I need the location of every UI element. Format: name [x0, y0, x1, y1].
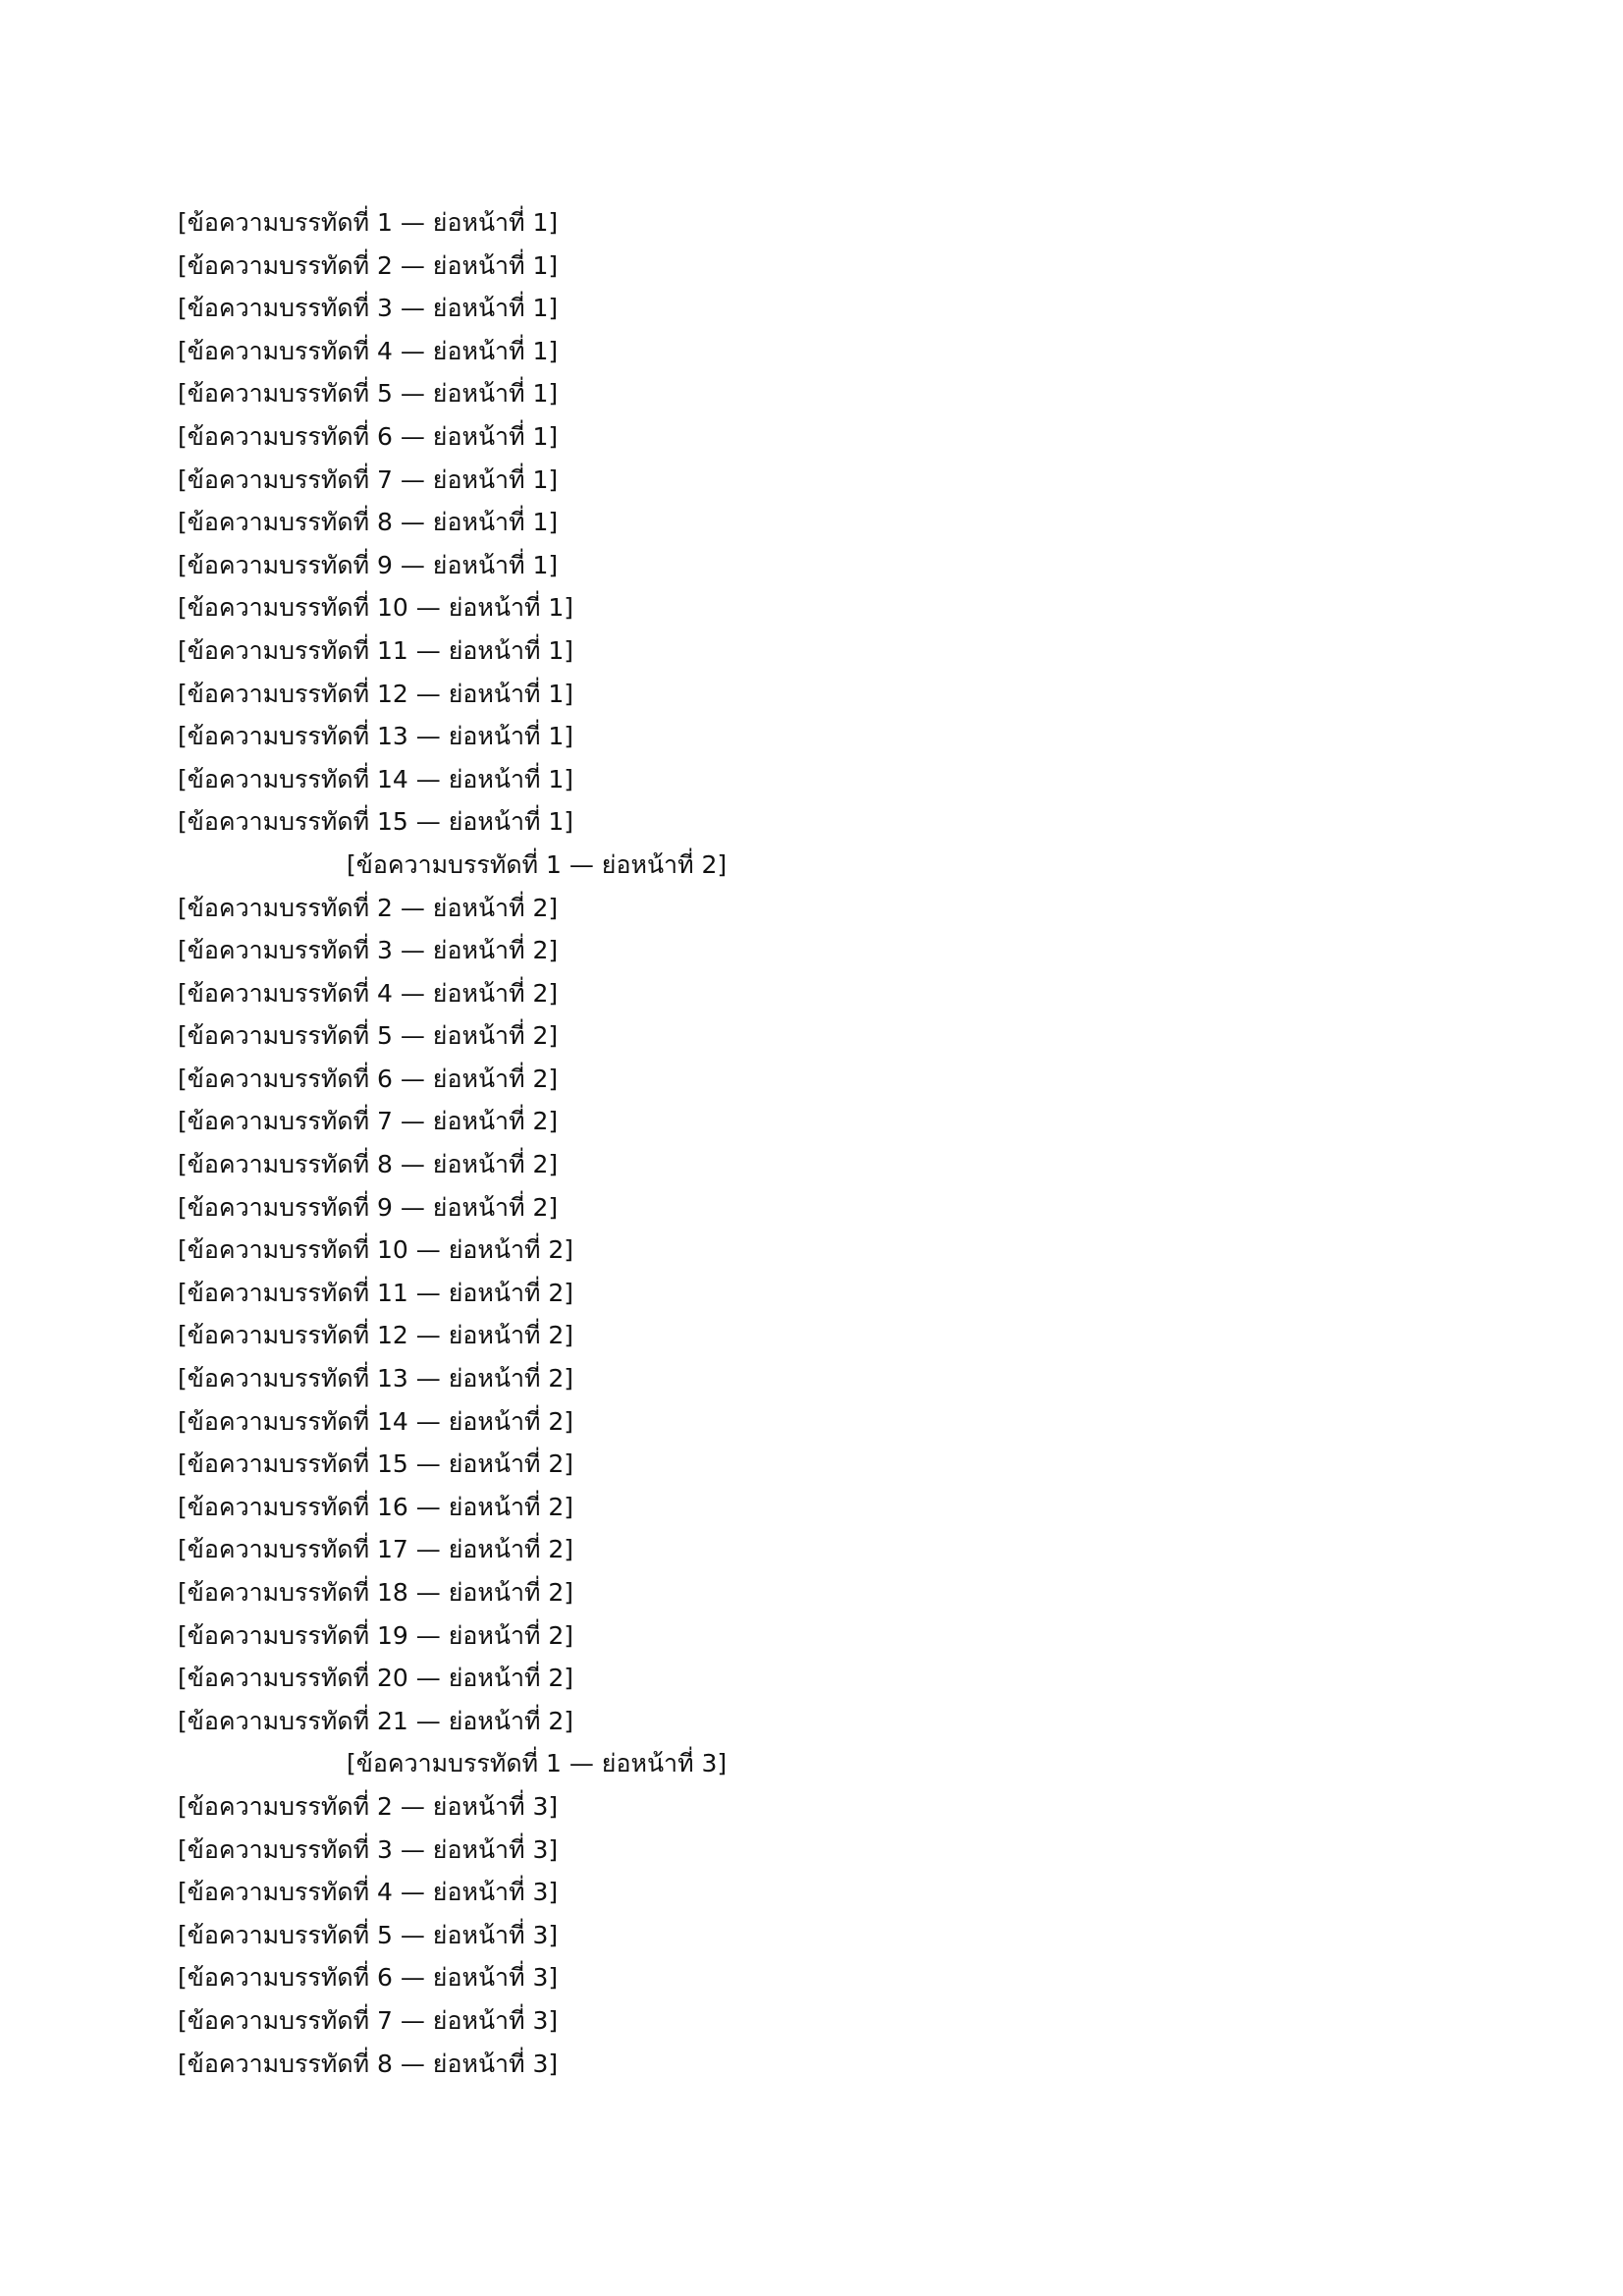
text-line: [ข้อความบรรทัดที่ 12 — ย่อหน้าที่ 1]	[178, 679, 574, 708]
paragraph-1	[178, 201, 1444, 844]
text-line: [ข้อความบรรทัดที่ 11 — ย่อหน้าที่ 1]	[178, 635, 574, 665]
text-line: [ข้อความบรรทัดที่ 7 — ย่อหน้าที่ 3]	[178, 2005, 559, 2035]
text-line: [ข้อความบรรทัดที่ 12 — ย่อหน้าที่ 2]	[178, 1321, 574, 1350]
text-line: [ข้อความบรรทัดที่ 7 — ย่อหน้าที่ 1]	[178, 465, 559, 494]
text-line: [ข้อความบรรทัดที่ 17 — ย่อหน้าที่ 2]	[178, 1535, 574, 1564]
text-line: [ข้อความบรรทัดที่ 4 — ย่อหน้าที่ 2]	[178, 978, 559, 1008]
text-line: [ข้อความบรรทัดที่ 4 — ย่อหน้าที่ 1]	[178, 336, 559, 365]
text-line: [ข้อความบรรทัดที่ 6 — ย่อหน้าที่ 3]	[178, 1963, 559, 1993]
text-line: [ข้อความบรรทัดที่ 3 — ย่อหน้าที่ 3]	[178, 1834, 559, 1864]
text-line: [ข้อความบรรทัดที่ 13 — ย่อหน้าที่ 1]	[178, 722, 574, 751]
text-line: [ข้อความบรรทัดที่ 21 — ย่อหน้าที่ 2]	[178, 1706, 574, 1735]
text-line: [ข้อความบรรทัดที่ 13 — ย่อหน้าที่ 2]	[178, 1364, 574, 1394]
text-line: [ข้อความบรรทัดที่ 15 — ย่อหน้าที่ 2]	[178, 1449, 574, 1479]
text-line: [ข้อความบรรทัดที่ 10 — ย่อหน้าที่ 2]	[178, 1235, 574, 1265]
text-line: [ข้อความบรรทัดที่ 6 — ย่อหน้าที่ 2]	[178, 1064, 559, 1093]
text-line: [ข้อความบรรทัดที่ 2 — ย่อหน้าที่ 3]	[178, 1791, 559, 1821]
text-line: [ข้อความบรรทัดที่ 20 — ย่อหน้าที่ 2]	[178, 1664, 574, 1693]
text-line: [ข้อความบรรทัดที่ 9 — ย่อหน้าที่ 2]	[178, 1192, 559, 1222]
text-line: [ข้อความบรรทัดที่ 1 — ย่อหน้าที่ 1]	[178, 208, 559, 237]
text-line: [ข้อความบรรทัดที่ 8 — ย่อหน้าที่ 1]	[178, 508, 559, 537]
text-line: [ข้อความบรรทัดที่ 2 — ย่อหน้าที่ 2]	[178, 893, 559, 922]
text-line: [ข้อความบรรทัดที่ 16 — ย่อหน้าที่ 2]	[178, 1492, 574, 1521]
paragraph-3	[178, 1742, 1444, 2085]
text-line: [ข้อความบรรทัดที่ 2 — ย่อหน้าที่ 1]	[178, 250, 559, 280]
text-line-first: [ข้อความบรรทัดที่ 1 — ย่อหน้าที่ 2]	[347, 849, 728, 879]
text-line: [ข้อความบรรทัดที่ 7 — ย่อหน้าที่ 2]	[178, 1107, 559, 1136]
text-line: [ข้อความบรรทัดที่ 5 — ย่อหน้าที่ 1]	[178, 379, 559, 409]
text-line: [ข้อความบรรทัดที่ 3 — ย่อหน้าที่ 2]	[178, 936, 559, 965]
text-line: [ข้อความบรรทัดที่ 14 — ย่อหน้าที่ 1]	[178, 764, 574, 793]
text-line: [ข้อความบรรทัดที่ 19 — ย่อหน้าที่ 2]	[178, 1620, 574, 1650]
text-line: [ข้อความบรรทัดที่ 6 — ย่อหน้าที่ 1]	[178, 421, 559, 451]
text-line: [ข้อความบรรทัดที่ 5 — ย่อหน้าที่ 3]	[178, 1920, 559, 1949]
text-line: [ข้อความบรรทัดที่ 15 — ย่อหน้าที่ 1]	[178, 807, 574, 837]
text-line: [ข้อความบรรทัดที่ 18 — ย่อหน้าที่ 2]	[178, 1578, 574, 1607]
text-line: [ข้อความบรรทัดที่ 11 — ย่อหน้าที่ 2]	[178, 1278, 574, 1307]
text-line: [ข้อความบรรทัดที่ 8 — ย่อหน้าที่ 3]	[178, 2049, 559, 2078]
text-line-first: [ข้อความบรรทัดที่ 1 — ย่อหน้าที่ 3]	[347, 1749, 728, 1778]
text-line: [ข้อความบรรทัดที่ 8 — ย่อหน้าที่ 2]	[178, 1150, 559, 1179]
text-line: [ข้อความบรรทัดที่ 4 — ย่อหน้าที่ 3]	[178, 1878, 559, 1907]
text-line: [ข้อความบรรทัดที่ 9 — ย่อหน้าที่ 1]	[178, 550, 559, 579]
document-page	[178, 201, 1444, 2085]
paragraph-2	[178, 844, 1444, 1742]
text-line: [ข้อความบรรทัดที่ 3 — ย่อหน้าที่ 1]	[178, 294, 559, 323]
text-line: [ข้อความบรรทัดที่ 10 — ย่อหน้าที่ 1]	[178, 593, 574, 623]
text-line: [ข้อความบรรทัดที่ 5 — ย่อหน้าที่ 2]	[178, 1021, 559, 1051]
text-line: [ข้อความบรรทัดที่ 14 — ย่อหน้าที่ 2]	[178, 1406, 574, 1436]
